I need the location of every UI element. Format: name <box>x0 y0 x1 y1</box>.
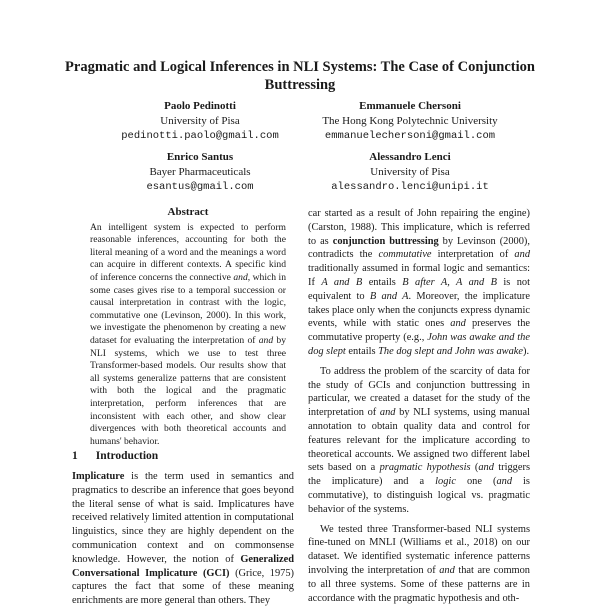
section-title: Introduction <box>95 450 159 462</box>
abstract-text: An intelligent system is expected to perform reasonable inferences, accounting for both the literal meaning of a word and the meanings a word can acquire in different contexts. A specific kind of inference concerns the connective and, which in some cases gives rise to a temporal succession or causal interpretation in contrast with the logic, commutative one (Levinson, 2000). In this work, we investigate the phenomenon by creating a new dataset for evaluating the interpretation of and by NLI systems, which we use to test three Transformer-based models. Our results show that all systems generalize patterns that are consistent with both the logical and the pragmatic interpretation, perform inferences that are inconsistent with each other, and show clear divergences with both theoretical accounts and humans' behavior. <box>90 221 287 447</box>
author-block <box>300 99 520 144</box>
author-name: Alessandro Lenci <box>369 151 451 163</box>
paragraph: We tested three Transformer-based NLI systems fine-tuned on MNLI (Williams et al., 2018) on our dataset. We identified systematic inference patterns involving the interpretation of and that are common to all three systems. Some of these patterns are in accordance with the pragmatic hypothesis and oth- <box>308 523 531 604</box>
author-affiliation: Bayer Pharmaceuticals <box>149 166 251 178</box>
paragraph: To address the problem of the scarcity of data for the study of GCIs and conjunction buttressing in particular, we created a dataset for the study of the interpretation of and by NLI systems, using manual annotation to obtain quality data and control for features relevant for the implicature according to theoretical accounts. We assigned two different label sets based on a pragmatic hypothesis (and triggers the implicature) and a logic one (and is commutative), to distinguish logical vs. pragmatic behavior of the systems. <box>308 365 530 515</box>
author-email: esantus@gmail.com <box>146 181 254 193</box>
author-block <box>300 150 520 195</box>
abstract-heading: Abstract <box>167 206 209 218</box>
author-name: Paolo Pedinotti <box>164 100 236 112</box>
abstract-section <box>90 206 286 448</box>
author-name: Emmanuele Chersoni <box>359 100 461 112</box>
author-affiliation: University of Pisa <box>370 166 450 178</box>
paper-title: Pragmatic and Logical Inferences in NLI Systems: The Case of Conjunction Buttressing <box>65 59 535 93</box>
author-email: pedinotti.paolo@gmail.com <box>121 130 279 142</box>
author-affiliation: University of Pisa <box>160 115 240 127</box>
author-name: Enrico Santus <box>166 151 234 163</box>
paragraph: Implicature is the term used in semantics and pragmatics to describe an inference that goes beyond the literal sense of what is said. Implicatures have received relatively limited attention in computational linguistics, since they are highly dependent on the communication context and on commonsense knowledge. However, the notion of Generalized Conversational Implicature (GCI) (Grice, 1975) captures the fact that some of these meaning enrichments are more general than others. They <box>72 471 294 607</box>
intro-heading <box>72 450 158 462</box>
section-number: 1 <box>72 450 78 462</box>
author-block <box>90 99 310 144</box>
author-block <box>90 150 310 195</box>
author-affiliation: The Hong Kong Polytechnic University <box>322 115 498 127</box>
paragraph: car started as a result of John repairing the engine) (Carston, 1988). This implicature, which is referred to as conjunction buttressing by Levinson (2000), contradicts the commutative interpretation of and traditionally assumed in formal logic and semantics: If A and B entails B after A, A and B is not equivalent to B and A. Moreover, the implicature takes place only when the conjuncts express dynamic events, while with static ones and preserves the commutative property (e.g., John was awake and the dog slept entails The dog slept and John was awake). <box>308 208 531 357</box>
right-column-text <box>308 207 530 605</box>
author-email: emmanuelechersoni@gmail.com <box>324 130 496 142</box>
intro-text <box>72 470 294 608</box>
author-email: alessandro.lenci@unipi.it <box>331 181 489 193</box>
